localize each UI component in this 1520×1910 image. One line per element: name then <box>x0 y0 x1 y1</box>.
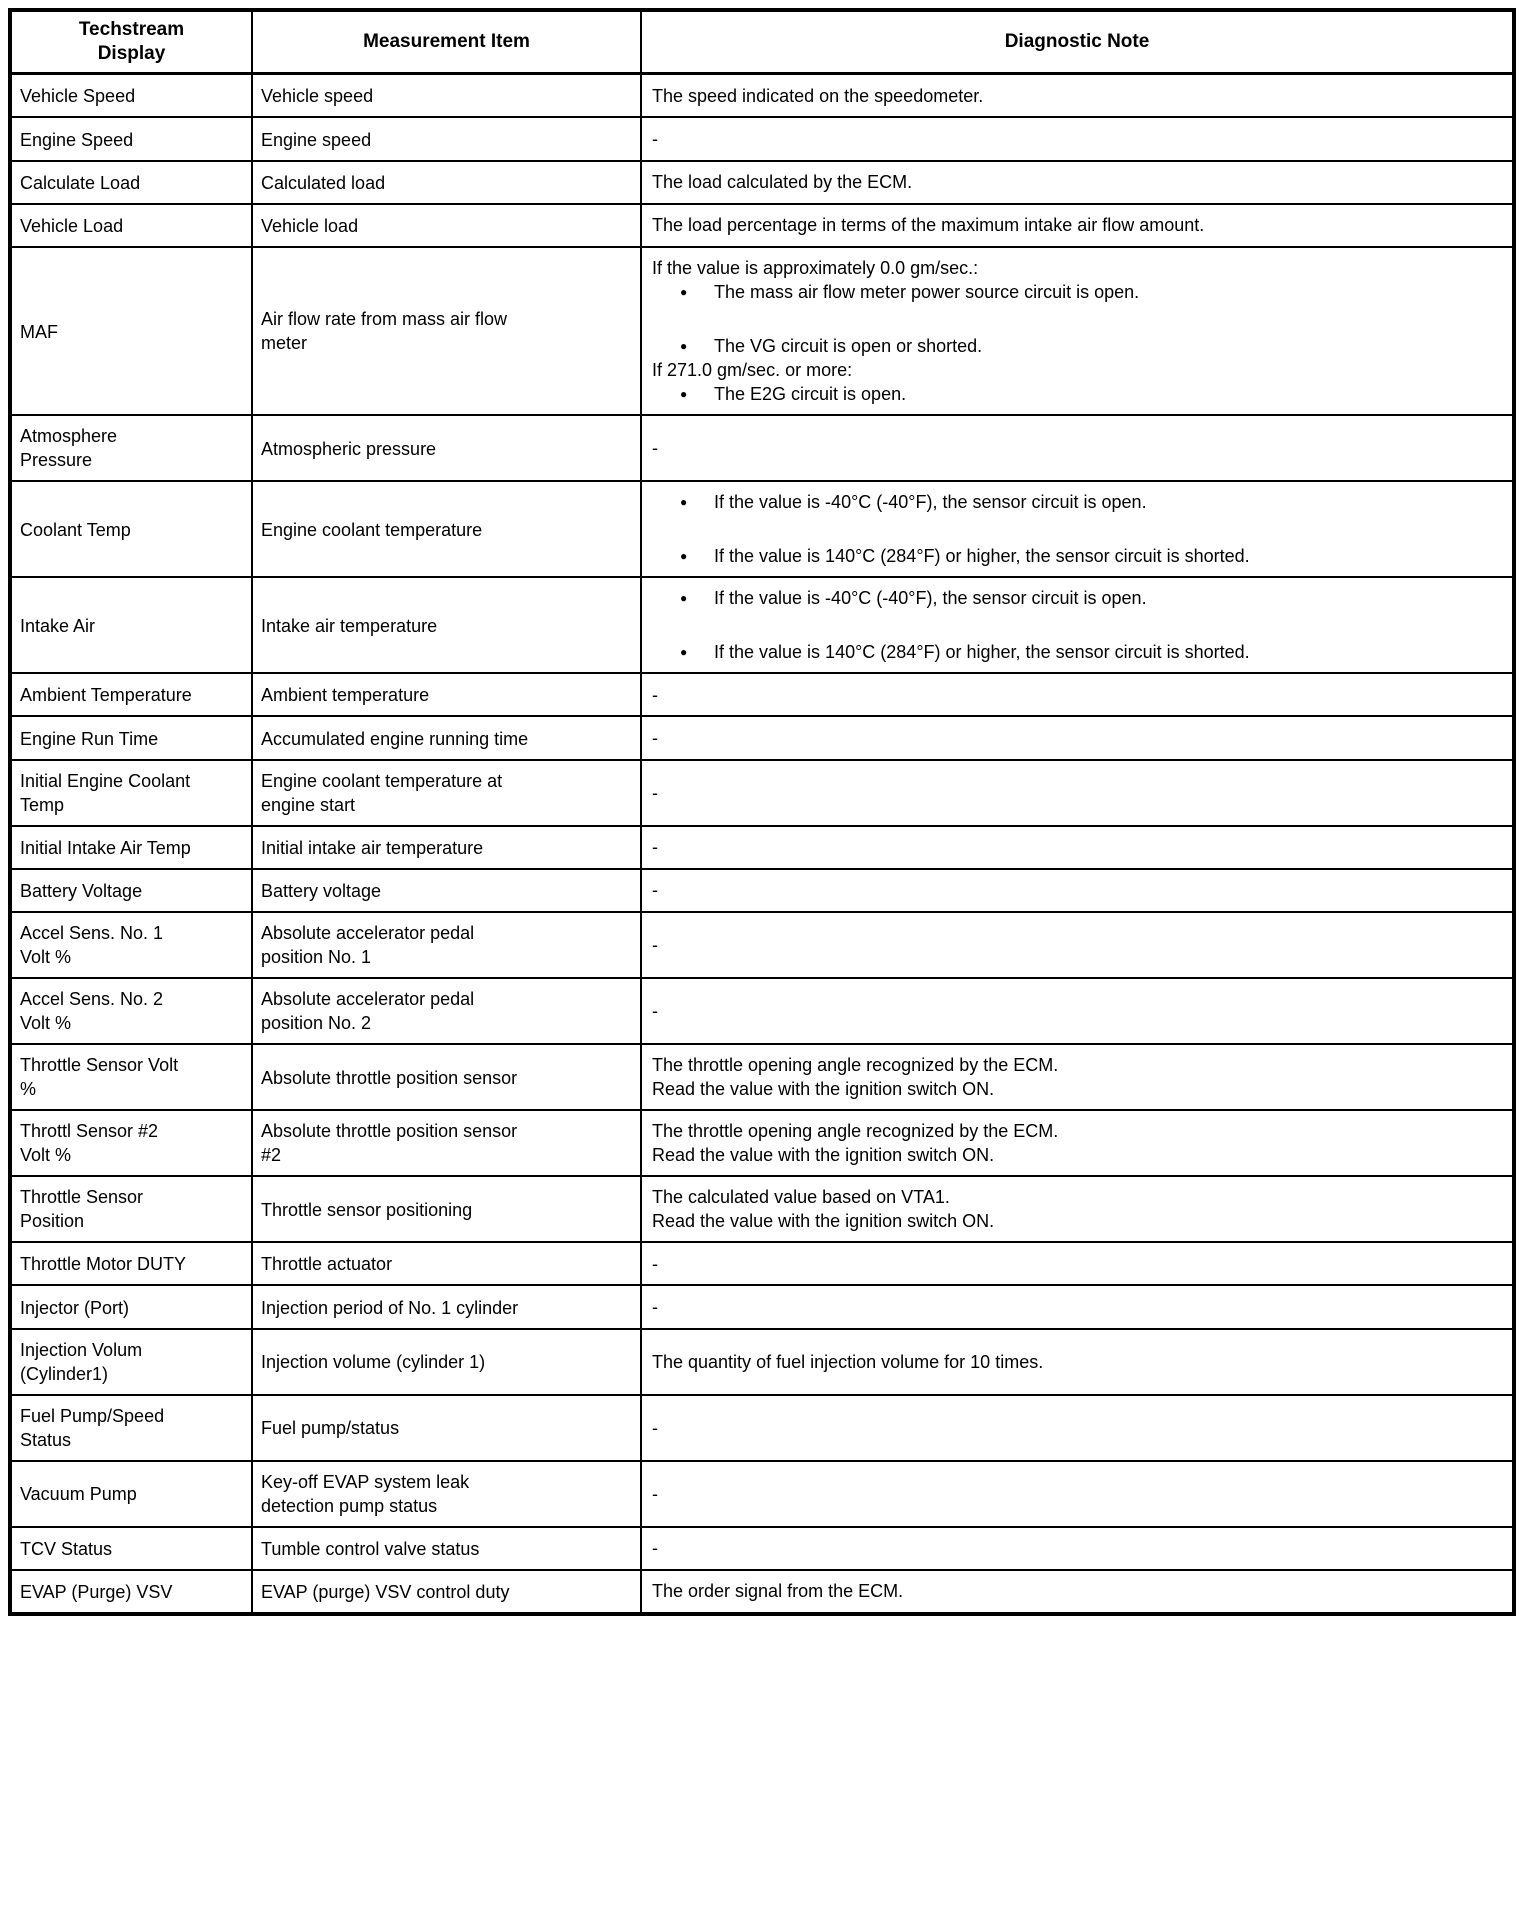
measurement-item-cell <box>252 1110 641 1176</box>
measurement-item-cell <box>252 978 641 1044</box>
techstream-display-cell <box>10 1242 252 1285</box>
techstream-display-cell <box>10 161 252 204</box>
note-bullet-text: The E2G circuit is open. <box>714 384 907 404</box>
bullet-icon: ● <box>680 645 688 659</box>
diagnostic-note-cell <box>641 247 1514 415</box>
table-row <box>10 204 1514 247</box>
note-bullet-text: If the value is 140°C (284°F) or higher, the sensor circuit is shorted. <box>714 642 1250 662</box>
note-bullet-text: If the value is -40°C (-40°F), the sensor circuit is open. <box>714 492 1147 512</box>
techstream-display-text: Injection Volum (Cylinder1) <box>20 1339 143 1384</box>
techstream-display-cell <box>10 117 252 160</box>
note-paragraph: The throttle opening angle recognized by the ECM. <box>652 1055 1059 1075</box>
techstream-display-cell <box>10 577 252 673</box>
bullet-icon: ● <box>680 495 688 509</box>
measurement-item-cell <box>252 74 641 118</box>
techstream-display-text: Ambient Temperature <box>20 685 192 706</box>
note-paragraph: The load percentage in terms of the maximum intake air flow amount. <box>652 215 1205 236</box>
techstream-display-text: Accel Sens. No. 1 Volt % <box>20 923 164 967</box>
techstream-display-text: Engine Run Time <box>20 728 159 749</box>
diagnostic-note <box>652 781 1502 805</box>
note-paragraph: - <box>652 837 658 858</box>
measurement-item-cell <box>252 1527 641 1570</box>
measurement-item-cell <box>252 1570 641 1614</box>
table-header <box>10 10 1514 74</box>
diagnostic-note-cell <box>641 1044 1514 1110</box>
diagnostic-note-cell <box>641 415 1514 481</box>
measurement-item-text: Vehicle speed <box>261 86 374 107</box>
measurement-item-text: Throttle sensor positioning <box>261 1199 473 1220</box>
diagnostic-note <box>652 1350 1502 1374</box>
note-bullet-list <box>652 280 1502 358</box>
table-row <box>10 415 1514 481</box>
measurement-item-cell <box>252 760 641 826</box>
bullet-icon: ● <box>680 339 688 353</box>
measurement-item-cell <box>252 1285 641 1328</box>
measurement-item-text: Atmospheric pressure <box>261 438 437 459</box>
measurement-item-text: EVAP (purge) VSV control duty <box>261 1582 510 1602</box>
note-bullet-item <box>652 586 1502 610</box>
techstream-display-cell <box>10 1044 252 1110</box>
measurement-item-text: Initial intake air temperature <box>261 837 484 858</box>
diagnostic-note <box>652 1252 1502 1276</box>
techstream-display-text: Accel Sens. No. 2 Volt % <box>20 989 164 1033</box>
diagnostic-note-cell <box>641 1527 1514 1570</box>
note-bullet-list <box>652 586 1502 664</box>
note-paragraph: The order signal from the ECM. <box>652 1581 904 1602</box>
measurement-item-cell <box>252 826 641 869</box>
diagnostic-note <box>652 1482 1502 1506</box>
measurement-item-text: Engine coolant temperature at engine start <box>261 770 503 815</box>
diagnostic-note <box>652 1295 1502 1319</box>
note-paragraph: - <box>652 128 658 149</box>
note-bullet-text: The mass air flow meter power source circuit is open. <box>714 282 1140 302</box>
techstream-display-cell <box>10 1461 252 1527</box>
diagnostic-note-cell <box>641 912 1514 978</box>
note-bullet-item <box>652 280 1502 304</box>
note-paragraph: If 271.0 gm/sec. or more: <box>652 360 853 380</box>
measurement-item-cell <box>252 577 641 673</box>
measurement-item-text: Absolute throttle position sensor <box>261 1067 518 1088</box>
note-bullet-item <box>652 544 1502 568</box>
header-measurement-item-label: Measurement Item <box>363 30 530 52</box>
techstream-display-cell <box>10 826 252 869</box>
techstream-display-text: Throttl Sensor #2 Volt % <box>20 1121 159 1165</box>
diagnostic-note-cell <box>641 74 1514 118</box>
measurement-item-cell <box>252 481 641 577</box>
table-body <box>10 74 1514 1615</box>
table-row <box>10 1044 1514 1110</box>
techstream-display-text: TCV Status <box>20 1538 113 1559</box>
diagnostic-note-cell <box>641 978 1514 1044</box>
measurement-item-text: Throttle actuator <box>261 1254 393 1275</box>
measurement-item-text: Engine speed <box>261 129 372 150</box>
measurement-item-cell <box>252 117 641 160</box>
diagnostic-note <box>652 835 1502 859</box>
note-paragraph: - <box>652 1483 658 1504</box>
table-row <box>10 74 1514 118</box>
diagnostic-note <box>652 127 1502 151</box>
techstream-display-text: Fuel Pump/Speed Status <box>20 1405 165 1450</box>
note-bullet-text: If the value is 140°C (284°F) or higher, the sensor circuit is shorted. <box>714 546 1250 566</box>
note-bullet-list <box>652 382 1502 406</box>
techstream-display-cell <box>10 1570 252 1614</box>
diagnostic-note-cell <box>641 1176 1514 1242</box>
diagnostic-note <box>652 436 1502 460</box>
header-techstream-display <box>10 10 252 74</box>
techstream-display-cell <box>10 1329 252 1395</box>
diagnostic-note <box>652 586 1502 664</box>
diagnostic-note <box>652 256 1502 406</box>
techstream-display-text: Initial Intake Air Temp <box>20 837 191 858</box>
measurement-item-text: Injection volume (cylinder 1) <box>261 1352 486 1373</box>
note-paragraph: - <box>652 1417 658 1438</box>
bullet-icon: ● <box>680 591 688 605</box>
measurement-item-text: Absolute throttle position sensor #2 <box>261 1121 518 1165</box>
note-paragraph: - <box>652 935 658 955</box>
header-diagnostic-note-label: Diagnostic Note <box>1004 30 1150 52</box>
table-row <box>10 869 1514 912</box>
techstream-display-cell <box>10 74 252 118</box>
diagnostic-note <box>652 683 1502 707</box>
measurement-item-cell <box>252 1242 641 1285</box>
note-paragraph: - <box>652 727 658 748</box>
techstream-display-text: Coolant Temp <box>20 519 131 540</box>
diagnostic-note-cell <box>641 716 1514 759</box>
diagnostic-note-cell <box>641 673 1514 716</box>
diagnostic-note <box>652 933 1502 957</box>
diagnostic-note-cell <box>641 1329 1514 1395</box>
diagnostic-note <box>652 213 1502 237</box>
note-paragraph: Read the value with the ignition switch ON. <box>652 1145 995 1165</box>
table-row <box>10 117 1514 160</box>
techstream-display-text: Engine Speed <box>20 129 134 150</box>
note-paragraph: If the value is approximately 0.0 gm/sec.: <box>652 258 979 278</box>
diagnostic-note <box>652 490 1502 568</box>
header-measurement-item <box>252 10 641 74</box>
diagnostic-note <box>652 726 1502 750</box>
measurement-item-cell <box>252 415 641 481</box>
techstream-display-text: Vehicle Load <box>20 216 124 236</box>
bullet-icon: ● <box>680 549 688 563</box>
diagnostic-note <box>652 84 1502 108</box>
note-paragraph: Read the value with the ignition switch ON. <box>652 1079 995 1099</box>
bullet-icon: ● <box>680 387 688 401</box>
table-row <box>10 912 1514 978</box>
header-row <box>10 10 1514 74</box>
table-row <box>10 826 1514 869</box>
diagnostic-note <box>652 1416 1502 1440</box>
techstream-display-cell <box>10 1176 252 1242</box>
techstream-display-text: Atmosphere Pressure <box>20 426 118 470</box>
table-row <box>10 760 1514 826</box>
measurement-item-text: Tumble control valve status <box>261 1538 480 1559</box>
diagnostic-note-cell <box>641 1242 1514 1285</box>
note-bullet-item <box>652 640 1502 664</box>
note-paragraph: - <box>652 1538 658 1559</box>
diagnostic-note-cell <box>641 1395 1514 1461</box>
note-paragraph: The speed indicated on the speedometer. <box>652 85 984 106</box>
techstream-display-text: Battery Voltage <box>20 881 143 901</box>
measurement-item-text: Accumulated engine running time <box>261 728 529 749</box>
note-bullet-item <box>652 490 1502 514</box>
note-paragraph: The quantity of fuel injection volume for 10 times. <box>652 1351 1044 1372</box>
techstream-display-cell <box>10 481 252 577</box>
note-paragraph: - <box>652 438 658 458</box>
table-row <box>10 161 1514 204</box>
techstream-display-cell <box>10 978 252 1044</box>
techstream-display-text: Vehicle Speed <box>20 86 136 107</box>
note-paragraph: The throttle opening angle recognized by the ECM. <box>652 1121 1059 1141</box>
measurement-item-text: Battery voltage <box>261 881 382 901</box>
techstream-display-text: Calculate Load <box>20 172 141 193</box>
diagnostic-note <box>652 1579 1502 1603</box>
diagnostic-note <box>652 878 1502 902</box>
diagnostic-note-cell <box>641 826 1514 869</box>
diagnostic-note-cell <box>641 760 1514 826</box>
measurement-item-text: Absolute accelerator pedal position No. 1 <box>261 923 475 967</box>
table-row <box>10 1570 1514 1614</box>
table-row <box>10 1395 1514 1461</box>
measurement-item-cell <box>252 869 641 912</box>
table-row <box>10 1329 1514 1395</box>
diagnostic-note-cell <box>641 1570 1514 1614</box>
measurement-item-cell <box>252 1329 641 1395</box>
techstream-display-cell <box>10 415 252 481</box>
measurement-item-text: Vehicle load <box>261 216 359 236</box>
measurement-item-text: Air flow rate from mass air flow meter <box>261 309 508 353</box>
techstream-display-text: Throttle Sensor Position <box>20 1187 144 1231</box>
techstream-display-text: Initial Engine Coolant Temp <box>20 770 191 815</box>
measurement-item-text: Engine coolant temperature <box>261 519 483 540</box>
diagnostic-note <box>652 1053 1502 1101</box>
table-row <box>10 1110 1514 1176</box>
note-bullet-text: If the value is -40°C (-40°F), the sensor circuit is open. <box>714 588 1147 608</box>
table-row <box>10 1176 1514 1242</box>
measurement-item-cell <box>252 912 641 978</box>
measurement-item-cell <box>252 1461 641 1527</box>
note-paragraph: The calculated value based on VTA1. <box>652 1187 950 1207</box>
techstream-display-cell <box>10 760 252 826</box>
measurement-item-text: Injection period of No. 1 cylinder <box>261 1297 519 1318</box>
bullet-icon: ● <box>680 285 688 299</box>
diagnostic-note-cell <box>641 204 1514 247</box>
header-techstream-display-label: Techstream Display <box>78 19 185 64</box>
note-bullet-list <box>652 490 1502 568</box>
note-paragraph: The load calculated by the ECM. <box>652 172 913 193</box>
diagnostic-note <box>652 1185 1502 1233</box>
note-paragraph: - <box>652 684 658 705</box>
table-row <box>10 1242 1514 1285</box>
techstream-display-text: MAF <box>20 321 58 342</box>
table-row <box>10 1285 1514 1328</box>
measurement-item-text: Ambient temperature <box>261 685 430 706</box>
techstream-display-cell <box>10 912 252 978</box>
techstream-display-text: Throttle Motor DUTY <box>20 1254 187 1275</box>
table-row <box>10 1461 1514 1527</box>
diagnostic-note <box>652 170 1502 194</box>
table-row <box>10 1527 1514 1570</box>
techstream-display-text: Vacuum Pump <box>20 1484 137 1505</box>
note-bullet-item <box>652 382 1502 406</box>
diagnostic-note <box>652 1119 1502 1167</box>
techstream-display-cell <box>10 204 252 247</box>
techstream-display-cell <box>10 247 252 415</box>
table-row <box>10 716 1514 759</box>
techstream-display-text: EVAP (Purge) VSV <box>20 1582 173 1602</box>
techstream-display-cell <box>10 1527 252 1570</box>
measurement-item-text: Absolute accelerator pedal position No. 2 <box>261 989 475 1033</box>
note-paragraph: - <box>652 782 658 803</box>
note-bullet-item <box>652 334 1502 358</box>
diagnostic-note-cell <box>641 577 1514 673</box>
measurement-item-text: Key-off EVAP system leak detection pump status <box>261 1471 470 1516</box>
table-row <box>10 247 1514 415</box>
diagnostic-note-cell <box>641 1110 1514 1176</box>
techstream-display-cell <box>10 1110 252 1176</box>
diagnostic-note <box>652 1536 1502 1560</box>
note-bullet-text: The VG circuit is open or shorted. <box>714 336 983 356</box>
techstream-display-cell <box>10 1395 252 1461</box>
diagnostic-note-cell <box>641 117 1514 160</box>
techstream-display-cell <box>10 673 252 716</box>
note-paragraph: - <box>652 1296 658 1317</box>
measurement-item-cell <box>252 204 641 247</box>
measurement-item-text: Calculated load <box>261 172 386 193</box>
techstream-display-text: Intake Air <box>20 615 96 636</box>
diagnostic-note-cell <box>641 1461 1514 1527</box>
diagnostic-note-cell <box>641 869 1514 912</box>
measurement-item-text: Intake air temperature <box>261 615 438 636</box>
measurement-item-cell <box>252 161 641 204</box>
diagnostic-note-cell <box>641 161 1514 204</box>
measurement-item-text: Fuel pump/status <box>261 1418 400 1439</box>
techstream-display-cell <box>10 1285 252 1328</box>
measurement-item-cell <box>252 673 641 716</box>
note-paragraph: - <box>652 1253 658 1274</box>
measurement-item-cell <box>252 1395 641 1461</box>
measurement-item-cell <box>252 1176 641 1242</box>
diagnostic-data-table <box>8 8 1516 1616</box>
table-row <box>10 978 1514 1044</box>
measurement-item-cell <box>252 247 641 415</box>
techstream-display-text: Throttle Sensor Volt % <box>20 1055 179 1099</box>
table-row <box>10 577 1514 673</box>
note-paragraph: Read the value with the ignition switch ON. <box>652 1211 995 1231</box>
diagnostic-note <box>652 999 1502 1023</box>
header-diagnostic-note <box>641 10 1514 74</box>
diagnostic-note-cell <box>641 481 1514 577</box>
note-paragraph: - <box>652 1001 658 1021</box>
diagnostic-note-cell <box>641 1285 1514 1328</box>
measurement-item-cell <box>252 1044 641 1110</box>
table-row <box>10 481 1514 577</box>
techstream-display-text: Injector (Port) <box>20 1297 130 1318</box>
note-paragraph: - <box>652 880 658 901</box>
table-row <box>10 673 1514 716</box>
techstream-display-cell <box>10 716 252 759</box>
measurement-item-cell <box>252 716 641 759</box>
techstream-display-cell <box>10 869 252 912</box>
